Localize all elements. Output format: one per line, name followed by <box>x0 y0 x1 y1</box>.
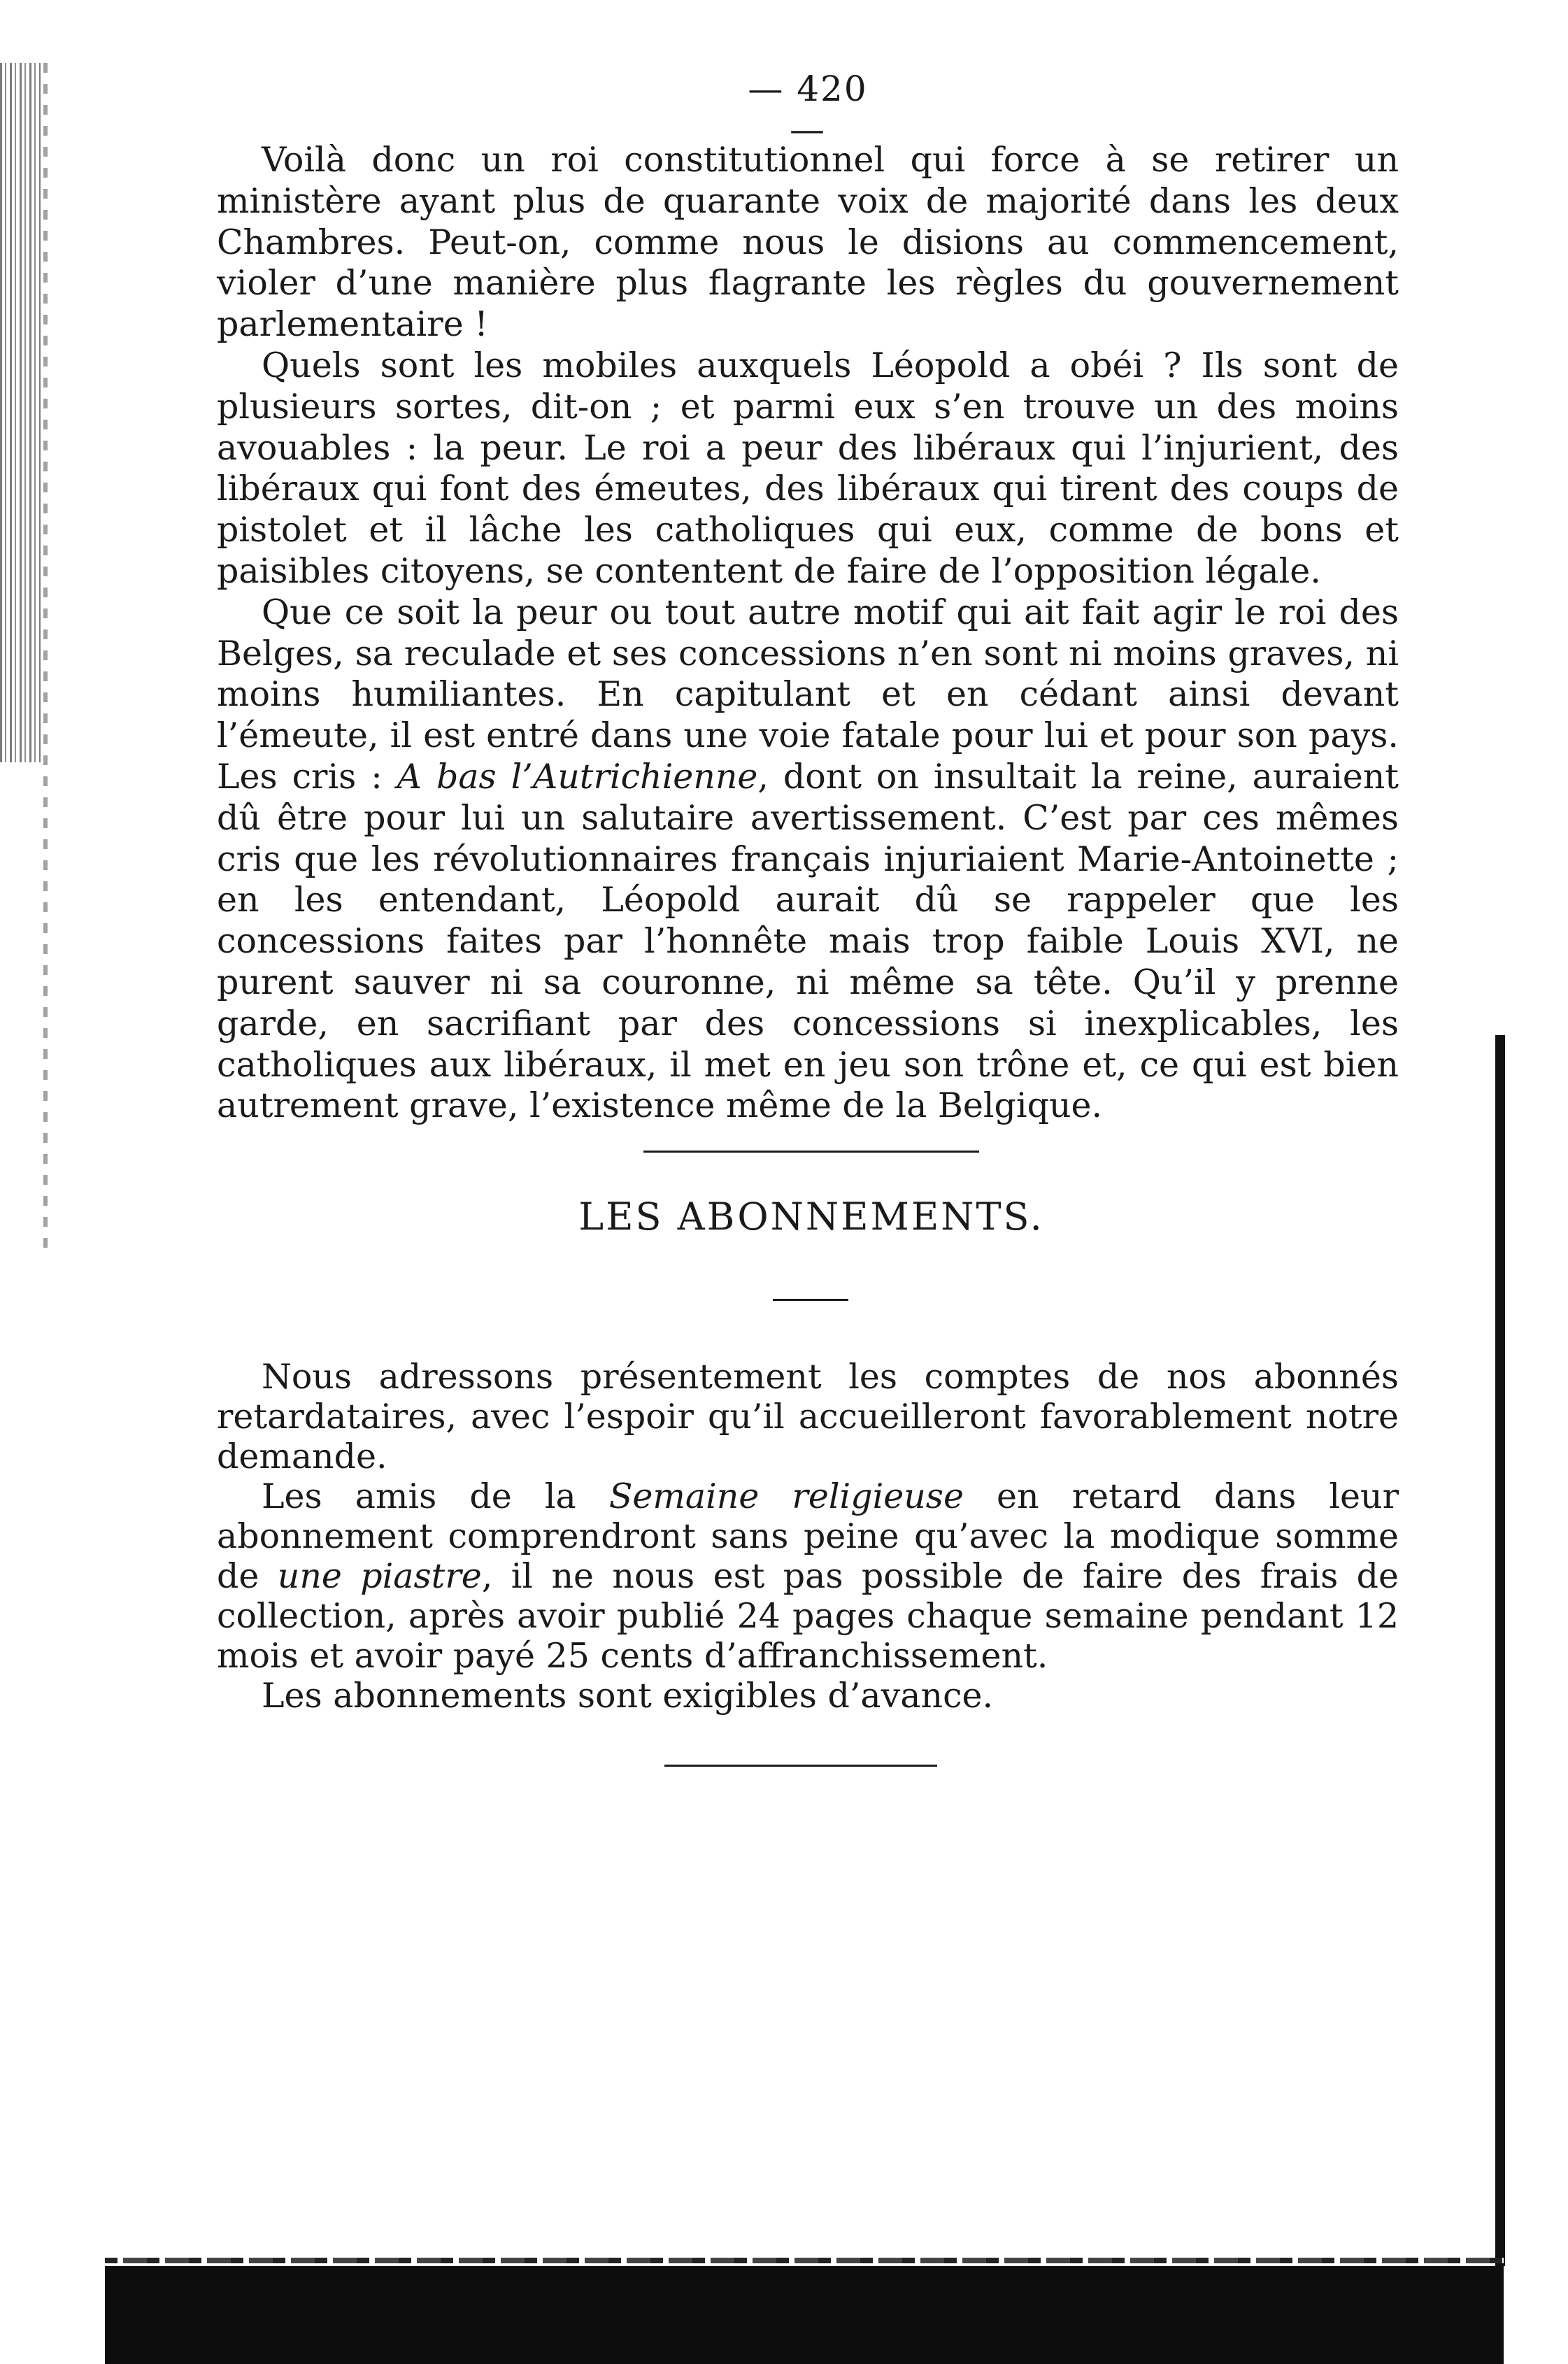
semaine-religieuse-title: Semaine religieuse <box>608 1476 964 1516</box>
page-number: — 420 — <box>748 69 868 150</box>
article-paragraph-3-part-a: Que ce soit la peur ou tout autre motif qui ait fait agir le roi des Belges, sa reculade et ses concessions n’en sont ni moins graves, ni moins humiliantes. En capitulant et en cédant ainsi devant l’émeute, il est entré dans une voie fatale pour lui et pour son pays. Les cris : <box>217 592 1399 797</box>
section-heading: LES ABONNEMENTS. <box>578 1195 1044 1239</box>
binding-shadow-left <box>0 63 41 762</box>
subscriptions-body <box>217 1357 1399 1716</box>
subscriptions-paragraph-3: Les abonnements sont exigibles d’avance. <box>262 1676 994 1716</box>
heading-underline <box>773 1299 848 1301</box>
section-divider-top <box>643 1151 979 1153</box>
subscriptions-paragraph-2-part-c: , il ne nous est pas possible de faire des frais de collection, après avoir publié 24 pages chaque semaine pendant 12 mois et avoir payé 25 cents d’affranchissement. <box>217 1556 1399 1676</box>
une-piastre-italic: une piastre <box>277 1556 482 1596</box>
subscriptions-paragraph-2-part-a: Les amis de la <box>262 1476 609 1516</box>
binding-shadow-left-inner <box>43 63 48 1252</box>
closing-rule <box>664 1765 937 1767</box>
subscriptions-paragraph-2-part-b: en retard dans leur abonnement comprendront sans peine qu’avec la modique somme de <box>217 1476 1399 1596</box>
article-body <box>217 140 1399 1127</box>
scan-edge-right <box>1495 1035 1505 2266</box>
scan-edge-bottom <box>105 2266 1504 2364</box>
subscriptions-paragraph-1: Nous adressons présentement les comptes de nos abonnés retardataires, avec l’espoir qu’il accueilleront favorablement notre demande. <box>217 1357 1399 1476</box>
subscriptions-paragraph-2 <box>217 1476 1399 1676</box>
article-paragraph-2: Quels sont les mobiles auxquels Léopold a obéi ? Ils sont de plusieurs sortes, dit-on ; et parmi eux s’en trouve un des moins avouables : la peur. Le roi a peur des libéraux qui l’injurient, des libéraux qui font des émeutes, des libéraux qui tirent des coups de pistolet et il lâche les catholiques qui eux, comme de bons et paisibles citoyens, se contentent de faire de l’opposition légale. <box>217 345 1399 591</box>
article-paragraph-3-italic: A bas l’Autrichienne <box>397 756 758 797</box>
article-paragraph-3 <box>217 592 1399 1127</box>
article-paragraph-1: Voilà donc un roi constitutionnel qui force à se retirer un ministère ayant plus de quarante voix de majorité dans les deux Chambres. Peut-on, comme nous le disions au commencement, violer d’une manière plus flagrante les règles du gouvernement parlementaire ! <box>217 140 1399 345</box>
article-paragraph-3-part-b: , dont on insultait la reine, auraient dû être pour lui un salutaire avertissement. C’est par ces mêmes cris que les révolutionnaires français injuriaient Marie-Antoinette ; en les entendant, Léopold aurait dû se rappeler que les concessions faites par l’honnête mais trop faible Louis XVI, ne purent sauver ni sa couronne, ni même sa tête. Qu’il y prenne garde, en sacrifiant par des concessions si inexplicables, les catholiques aux libéraux, il met en jeu son trône et, ce qui est bien autrement grave, l’existence même de la Belgique. <box>217 756 1399 1126</box>
scan-edge-bottom-line <box>105 2258 1504 2263</box>
